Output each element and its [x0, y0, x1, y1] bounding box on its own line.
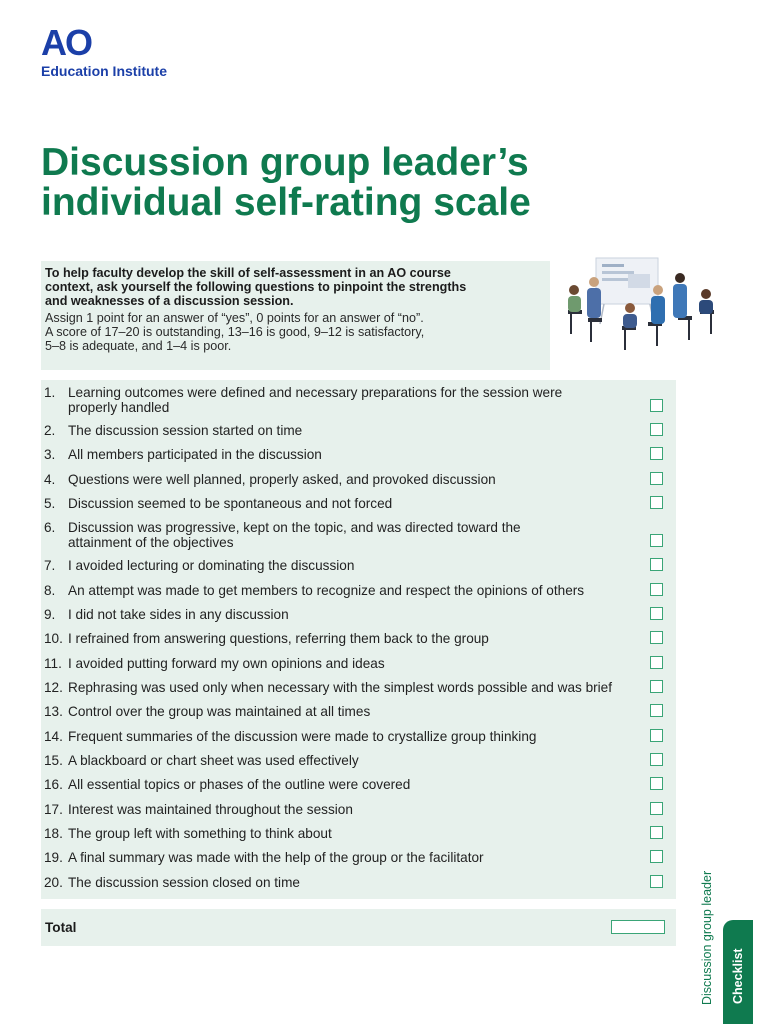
- item-text: I avoided lecturing or dominating the discussion: [68, 558, 355, 573]
- checklist-tab: [723, 920, 753, 1024]
- intro-panel: [41, 261, 550, 370]
- item-text: Interest was maintained throughout the session: [68, 802, 353, 817]
- item-text: All essential topics or phases of the outline were covered: [68, 777, 411, 792]
- scoring-line-3: 5–8 is adequate, and 1–4 is poor.: [45, 338, 232, 353]
- item-7-checkbox[interactable]: [650, 558, 663, 571]
- item-text-line-2: properly handled: [68, 399, 170, 415]
- scoring-line-2: A score of 17–20 is outstanding, 13–16 is good, 9–12 is satisfactory,: [45, 325, 425, 340]
- item-2-checkbox[interactable]: [650, 423, 663, 436]
- item-18-checkbox[interactable]: [650, 826, 663, 839]
- item-4-checkbox[interactable]: [650, 472, 663, 485]
- total-row: [41, 909, 676, 946]
- scoring-line-1: Assign 1 point for an answer of “yes”, 0 points for an answer of “no”.: [45, 311, 424, 326]
- item-number: 14.: [44, 729, 63, 744]
- item-number: 6.: [44, 520, 56, 535]
- item-6-checkbox[interactable]: [650, 534, 663, 547]
- item-number: 20.: [44, 875, 63, 890]
- intro-bold-line-3: and weaknesses of a discussion session.: [45, 293, 294, 308]
- item-8-checkbox[interactable]: [650, 583, 663, 596]
- item-text: All members participated in the discussion: [68, 447, 322, 462]
- item-number: 3.: [44, 447, 56, 462]
- item-number: 10.: [44, 631, 63, 646]
- item-text: I avoided putting forward my own opinions and ideas: [68, 656, 385, 671]
- item-number: 4.: [44, 472, 56, 487]
- item-number: 18.: [44, 826, 63, 841]
- item-text: I did not take sides in any discussion: [68, 607, 289, 622]
- item-text: Questions were well planned, properly asked, and provoked discussion: [68, 472, 496, 487]
- intro-bold-line-1: To help faculty develop the skill of self-assessment in an AO course: [45, 266, 451, 280]
- logo-subtitle: Education Institute: [41, 63, 167, 79]
- item-text: [68, 521, 653, 550]
- logo-mark: AO: [41, 22, 91, 63]
- item-text: The discussion session closed on time: [68, 875, 300, 890]
- item-number: 16.: [44, 777, 63, 792]
- item-3-checkbox[interactable]: [650, 447, 663, 460]
- title-line-2: individual self-rating scale: [41, 181, 531, 224]
- intro-bold-line-2: context, ask yourself the following questions to pinpoint the strengths: [45, 279, 467, 294]
- item-text: Control over the group was maintained at all times: [68, 704, 371, 719]
- total-label: Total: [45, 920, 77, 935]
- item-text: [68, 386, 653, 415]
- item-11-checkbox[interactable]: [650, 656, 663, 669]
- item-number: 17.: [44, 802, 63, 817]
- item-number: 12.: [44, 680, 63, 695]
- item-number: 19.: [44, 850, 63, 865]
- item-text: A blackboard or chart sheet was used effectively: [68, 753, 359, 768]
- item-13-checkbox[interactable]: [650, 704, 663, 717]
- item-number: 13.: [44, 704, 63, 719]
- item-5-checkbox[interactable]: [650, 496, 663, 509]
- item-15-checkbox[interactable]: [650, 753, 663, 766]
- page-title: [41, 143, 681, 223]
- item-number: 11.: [44, 656, 62, 671]
- item-number: 15.: [44, 753, 63, 768]
- item-12-checkbox[interactable]: [650, 680, 663, 693]
- item-1-checkbox[interactable]: [650, 399, 663, 412]
- item-text: Frequent summaries of the discussion were made to crystallize group thinking: [68, 729, 537, 744]
- item-text-line-2: attainment of the objectives: [68, 534, 234, 550]
- scoring-guide: [45, 312, 546, 353]
- item-number: 1.: [44, 385, 56, 400]
- item-number: 8.: [44, 583, 56, 598]
- item-text: Discussion seemed to be spontaneous and not forced: [68, 496, 393, 511]
- item-17-checkbox[interactable]: [650, 802, 663, 815]
- item-text-line-1: Discussion was progressive, kept on the topic, and was directed toward the: [68, 520, 521, 535]
- ao-logo: [41, 22, 167, 79]
- discussion-group-illustration: [560, 252, 725, 360]
- item-number: 9.: [44, 607, 56, 622]
- item-text: The discussion session started on time: [68, 423, 303, 438]
- total-score-field[interactable]: [611, 920, 665, 934]
- intro-instructions: [45, 267, 546, 308]
- title-line-1: Discussion group leader’s: [41, 141, 529, 184]
- item-20-checkbox[interactable]: [650, 875, 663, 888]
- item-text: An attempt was made to get members to recognize and respect the opinions of others: [68, 583, 585, 598]
- item-number: 2.: [44, 423, 56, 438]
- item-16-checkbox[interactable]: [650, 777, 663, 790]
- item-number: 5.: [44, 496, 56, 511]
- checklist-tab-label: Checklist: [731, 948, 745, 1004]
- item-text: A final summary was made with the help of the group or the facilitator: [68, 850, 484, 865]
- item-19-checkbox[interactable]: [650, 850, 663, 863]
- item-text: Rephrasing was used only when necessary with the simplest words possible and was brief: [68, 680, 613, 695]
- checklist: [41, 380, 676, 899]
- item-text: The group left with something to think about: [68, 826, 332, 841]
- item-10-checkbox[interactable]: [650, 631, 663, 644]
- item-number: 7.: [44, 558, 56, 573]
- item-text: I refrained from answering questions, referring them back to the group: [68, 631, 489, 646]
- item-14-checkbox[interactable]: [650, 729, 663, 742]
- side-label: Discussion group leader: [700, 870, 714, 1005]
- item-text-line-1: Learning outcomes were defined and necessary preparations for the session were: [68, 385, 563, 400]
- item-9-checkbox[interactable]: [650, 607, 663, 620]
